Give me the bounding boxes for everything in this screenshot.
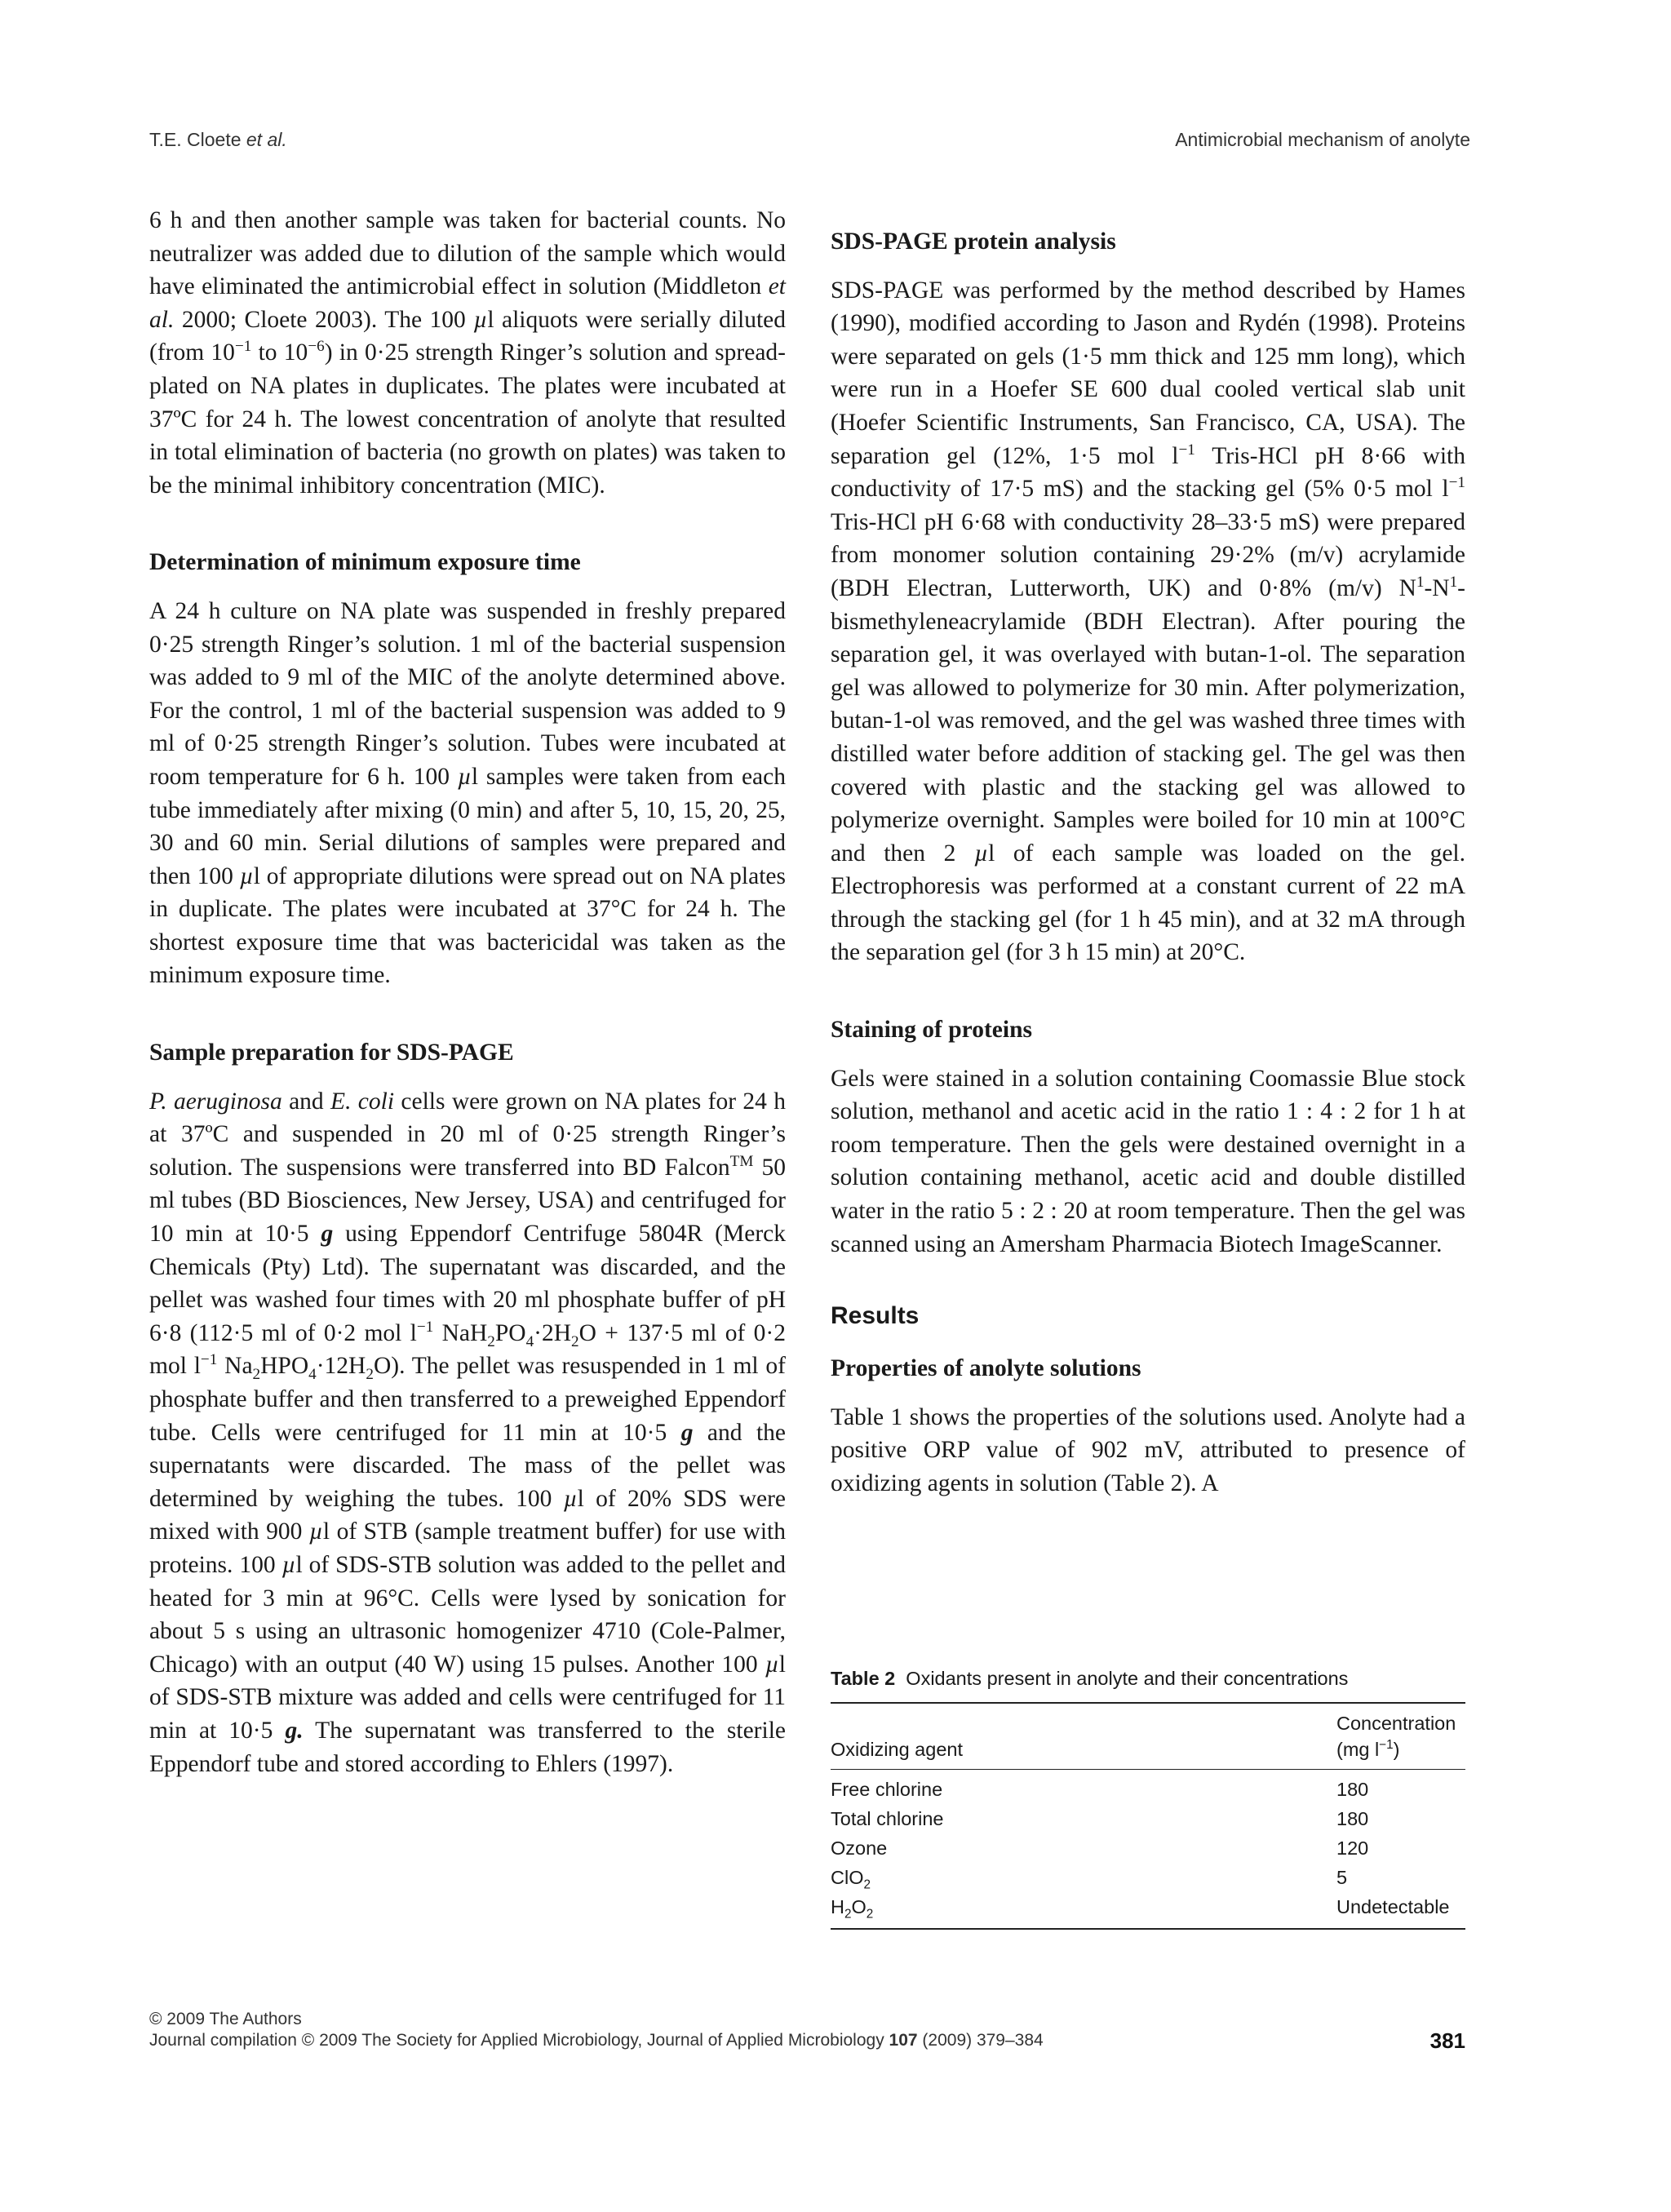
running-head-title: Antimicrobial mechanism of anolyte — [1175, 129, 1470, 150]
table-row — [831, 1892, 1465, 1922]
table-header-row — [831, 1704, 1465, 1769]
table-caption: Table 2 Oxidants present in anolyte and their concentrations — [831, 1668, 1349, 1689]
heading-exposure-time: Determination of minimum exposure time — [149, 549, 581, 576]
running-head-authors: T.E. Cloete et al. — [149, 129, 287, 150]
cell-agent: ClO$_2$ — [831, 1867, 871, 1892]
right-column — [831, 204, 1465, 1501]
cell-concentration: 120 — [1336, 1837, 1369, 1859]
heading-sds-page: SDS-PAGE protein analysis — [831, 228, 1116, 255]
paragraph-sample-preparation: P. aeruginosa and E. coli cells were grown on NA plates for 24 h at 37ºC and suspended in 20 ml of 0·25 strength Ringer’s solution. The suspensions were transferred into BD Falcon™ 50 ml tubes (BD Biosciences, New Jersey, USA) and centrifuged for 10 min at 10·5 g using Eppendorf Centrifuge 5804R (Merck Chemicals (Pty) Ltd). The supernatant was discarded, and the pellet was washed four times with 20 ml phosphate buffer of pH 6·8 (112·5 ml of 0·2 mol $l^{-1}$ $NaH_2PO_4\cdot 2H_2O + 137\cdot 5$ ml of 0·2 mol $l^{-1}$ $Na_2HPO_4\cdot 12H_2O$). The pellet was resuspended in 1 ml of phosphate buffer and then transferred to a preweighed Eppendorf tube. Cells were centrifuged for 11 min at 10·5 g and the supernatants were discarded. The mass of the pellet was determined by weighing the tubes. 100 µl of 20% SDS were mixed with 900 µl of STB (sample treatment buffer) for use with proteins. 100 µl of SDS-STB solution was added to the pellet and heated for 3 min at 96°C. Cells were lysed by sonication for about 5 s using an ultrasonic homogenizer 4710 (Cole-Palmer, Chicago) with an output (40 W) using 15 pulses. Another 100 µl of SDS-STB mixture was added and cells were centrifuged for 11 min at 10·5 g. The supernatant was transferred to the sterile Eppendorf tube and stored according to Ehlers (1997). — [149, 1088, 787, 1777]
paragraph-exposure-time: A 24 h culture on NA plate was suspended in freshly prepared 0·25 strength Ringer’s solution. 1 ml of the bacterial suspension was added to 9 ml of the MIC of the anolyte determined above. For the control, 1 ml of the bacterial suspension was added to 9 ml of 0·25 strength Ringer’s solution. Tubes were incubated at room temperature for 6 h. 100 µl samples were taken from each tube immediately after mixing (0 min) and after 5, 10, 15, 20, 25, 30 and 60 min. Serial dilutions of samples were prepared and then 100 µl of appropriate dilutions were spread out on NA plates in duplicate. The plates were incubated at 37°C for 24 h. The shortest exposure time that was bactericidal was taken as the minimum exposure time. — [149, 597, 786, 989]
cell-concentration: 5 — [1336, 1867, 1348, 1888]
cell-agent: Total chlorine — [831, 1808, 944, 1829]
table-2 — [831, 1666, 1465, 1930]
cell-agent: Free chlorine — [831, 1779, 943, 1800]
cell-agent: Ozone — [831, 1837, 888, 1859]
col-header-concentration: Concentration (mg $l^{-1}$) — [1336, 1713, 1456, 1760]
footer-journal: Journal compilation © 2009 The Society for Applied Microbiology, Journal of Applied Microbiology 107 (2009) 379–384 — [149, 2031, 1044, 2050]
paragraph-sds-page: SDS-PAGE was performed by the method described by Hames (1990), modified according to Jason and Rydén (1998). Proteins were separated on gels (1·5 mm thick and 125 mm long), which were run in a Hoefer SE 600 dual cooled vertical slab unit (Hoefer Scientific Instruments, San Francisco, CA, USA). The separation gel (12%, 1·5 mol $l^{-1}$ Tris-HCl pH 8·66 with conductivity of 17·5 mS) and the stacking gel (5% 0·5 mol $l^{-1}$ Tris-HCl pH 6·68 with conductivity 28–33·5 mS) were prepared from monomer solution containing 29·2% (m/v) acrylamide (BDH Electran, Lutterworth, UK) and 0·8% (m/v) $N^1-N^1$-bismethyleneacrylamide (BDH Electran). After pouring the separation gel, it was overlayed with butan-1-ol. The separation gel was allowed to polymerize for 30 min. After polymerization, butan-1-ol was removed, and the gel was washed three times with distilled water before addition of stacking gel. The gel was then covered with plastic and the stacking gel was allowed to polymerize overnight. Samples were boiled for 10 min at 100°C and then 2 µl of each sample was loaded on the gel. Electrophoresis was performed at a constant current of 22 mA through the stacking gel (for 1 h 45 min), and at 32 mA through the separation gel (for 3 h 15 min) at 20°C. — [831, 277, 1466, 966]
heading-staining: Staining of proteins — [831, 1017, 1032, 1044]
paragraph-properties: Table 1 shows the properties of the solutions used. Anolyte had a positive ORP value of 902 mV, attributed to presence of oxidizing agents in solution (Table 2). A — [831, 1403, 1465, 1496]
cell-agent: $H_2O_2$ — [831, 1896, 874, 1922]
heading-results: Results — [831, 1302, 920, 1330]
footer-copyright: © 2009 The Authors — [149, 2010, 302, 2028]
table-row — [831, 1775, 1465, 1804]
paragraph-mic: 6 h and then another sample was taken for bacterial counts. No neutralizer was added due to dilution of the sample which would have eliminated the antimicrobial effect in solution (Middleton et al. 2000; Cloete 2003). The 100 µl aliquots were serially diluted (from $10^{-1}$ to $10^{-6}$) in 0·25 strength Ringer’s solution and spread-plated on NA plates in duplicates. The plates were incubated at 37ºC for 24 h. The lowest concentration of anolyte that resulted in total elimination of bacteria (no growth on plates) was taken to be the minimal inhibitory concentration (MIC). — [149, 207, 786, 499]
table-row — [831, 1833, 1465, 1863]
col-header-agent: Oxidizing agent — [831, 1739, 963, 1760]
paragraph-staining: Gels were stained in a solution containing Coomassie Blue stock solution, methanol and acetic acid in the ratio 1 : 4 : 2 for 1 h at room temperature. Then the gels were destained overnight in a solution containing methanol, acetic acid and double distilled water in the ratio 5 : 2 : 20 at room temperature. Then the gel was scanned using an Amersham Pharmacia Biotech ImageScanner. — [831, 1065, 1465, 1257]
page-number: 381 — [1429, 2028, 1465, 2053]
cell-concentration: 180 — [1336, 1779, 1369, 1800]
table-2-body — [831, 1775, 1465, 1922]
cell-concentration: Undetectable — [1336, 1896, 1450, 1917]
table-row — [831, 1804, 1465, 1833]
page-footer — [149, 2009, 1465, 2051]
table-2-grid — [831, 1704, 1465, 1769]
cell-concentration: 180 — [1336, 1808, 1369, 1829]
table-row — [831, 1863, 1465, 1892]
heading-sample-preparation: Sample preparation for SDS-PAGE — [149, 1040, 514, 1066]
left-column — [149, 204, 786, 1780]
heading-properties: Properties of anolyte solutions — [831, 1355, 1141, 1382]
